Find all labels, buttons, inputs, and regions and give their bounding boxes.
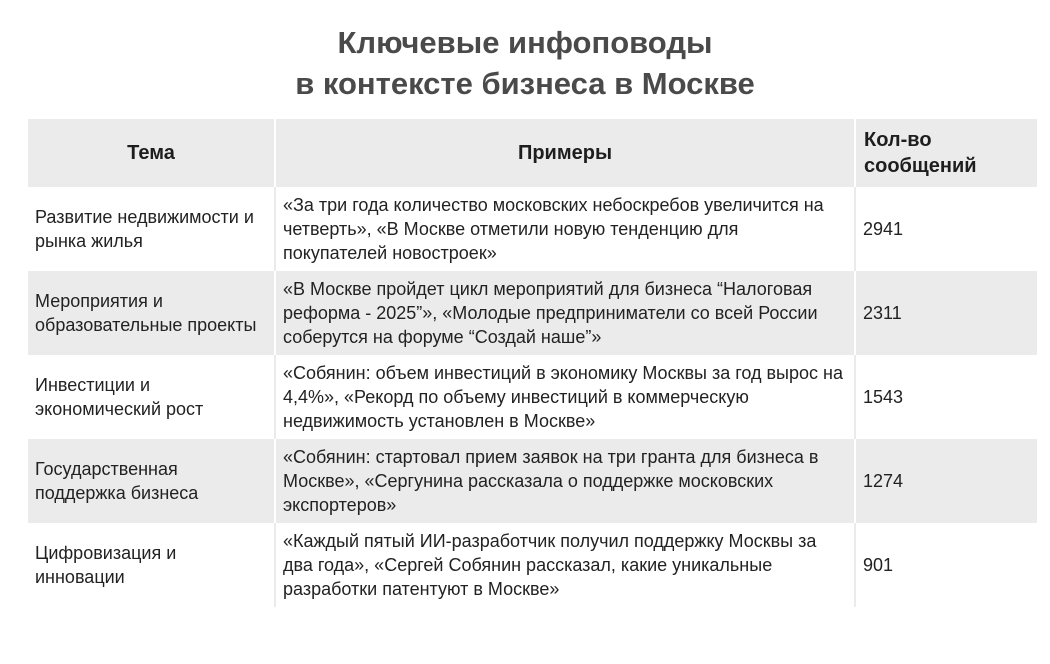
table-row	[28, 439, 1037, 523]
table-header	[28, 119, 1037, 187]
row-examples: «Собянин: стартовал прием заявок на три гранта для бизнеса в Москве», «Сергунина рассказала о поддержке московских экспортеров»	[275, 439, 855, 523]
row-topic: Инвестиции и экономический рост	[28, 355, 275, 439]
title-line-2: в контексте бизнеса в Москве	[295, 66, 755, 101]
row-count: 901	[855, 523, 1037, 607]
topics-table	[28, 119, 1037, 607]
table-body	[28, 187, 1037, 607]
row-topic: Развитие недвижимости и рынка жилья	[28, 187, 275, 271]
page-title	[0, 22, 1050, 104]
row-examples: «Собянин: объем инвестиций в экономику Москвы за год вырос на 4,4%», «Рекорд по объему инвестиций в коммерческую недвижимость установлен в Москве»	[275, 355, 855, 439]
row-count: 2941	[855, 187, 1037, 271]
header-examples: Примеры	[275, 119, 855, 187]
row-topic: Цифровизация и инновации	[28, 523, 275, 607]
row-count: 2311	[855, 271, 1037, 355]
table-row	[28, 523, 1037, 607]
table-row	[28, 271, 1037, 355]
row-count: 1274	[855, 439, 1037, 523]
row-topic: Мероприятия и образовательные проекты	[28, 271, 275, 355]
row-count: 1543	[855, 355, 1037, 439]
title-line-1: Ключевые инфоповоды	[337, 25, 713, 60]
row-examples: «За три года количество московских небоскребов увеличится на четверть», «В Москве отметили новую тенденцию для покупателей новостроек»	[275, 187, 855, 271]
row-topic: Государственная поддержка бизнеса	[28, 439, 275, 523]
table-row	[28, 355, 1037, 439]
row-examples: «Каждый пятый ИИ-разработчик получил поддержку Москвы за два года», «Сергей Собянин рассказал, какие уникальные разработки патентуют в Москве»	[275, 523, 855, 607]
row-examples: «В Москве пройдет цикл мероприятий для бизнеса “Налоговая реформа - 2025”», «Молодые предприниматели со всей России соберутся на форуме “Создай наше”»	[275, 271, 855, 355]
header-topic: Тема	[28, 119, 275, 187]
table-row	[28, 187, 1037, 271]
header-row	[28, 119, 1037, 187]
header-count: Кол-во сообщений	[855, 119, 1037, 187]
